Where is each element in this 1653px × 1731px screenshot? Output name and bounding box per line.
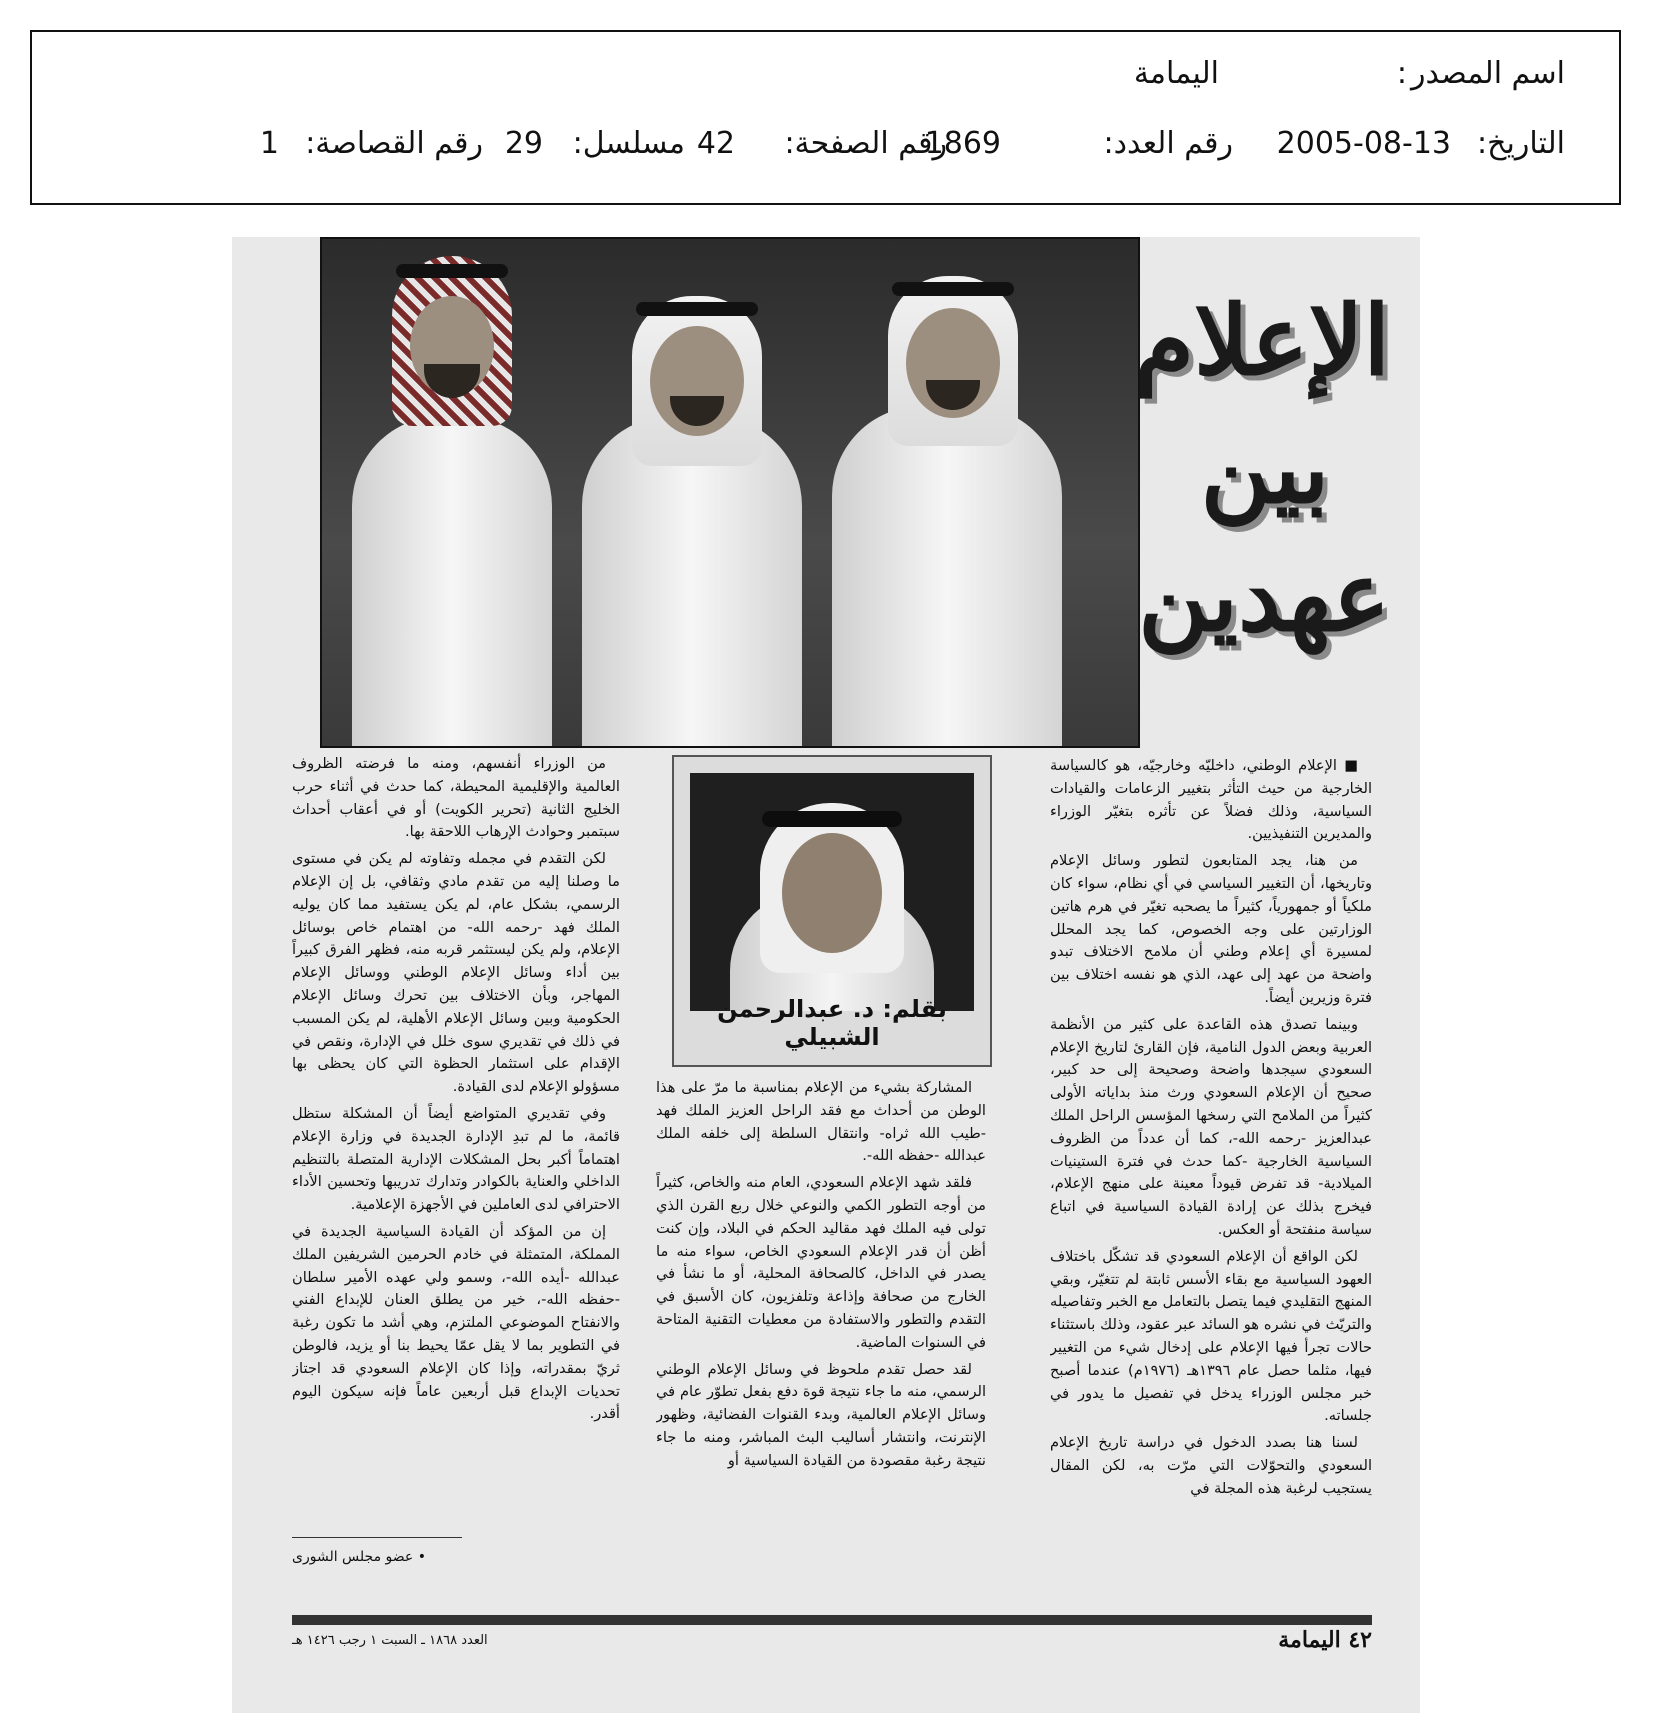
- article-paragraph: لكن الواقع أن الإعلام السعودي قد تشكّل باختلاف العهود السياسية مع بقاء الأسس ثابتة لم تتغيّر، وبقي المنهج التقليدي فيما يتصل بالتعامل مع الخبر وتفاصيله والتريّث في نشره هو السائد عبر عقود، وذلك باستثناء حالات تجرأ فيها الإعلام على إدخال شيء من التغيير فيها، مثلما حصل عام ١٣٩٦هـ (١٩٧٦م) عندما أصبح خبر مجلس الوزراء يدخل في تفصيل ما يدور في جلساته.: [1050, 1247, 1372, 1425]
- clip-label: رقم القصاصة:: [305, 126, 483, 161]
- article-paragraph: وبينما تصدق هذه القاعدة على كثير من الأنظمة العربية وبعض الدول النامية، فإن القارئ لتاريخ الإعلام السعودي سيجدها واضحة وصحيحة إلى حد كبير، صحيح أن الإعلام السعودي ورث منذ بداياته الأولى كثيراً من الملامح التي رسخها المؤسس الراحل الملك عبدالعزيز -رحمه الله-، كما أن عدداً من الظروف السياسية الخارجية -كما حدث في فترة الستينيات الميلادية- قد تفرض قيوداً معينة على منهج الإعلام، فيخرج بذلك عن إرادة القيادة السياسية في اتباع سياسة منفتحة أو العكس.: [1050, 1015, 1372, 1238]
- date-label: التاريخ:: [1477, 126, 1565, 161]
- author-box: [672, 755, 992, 1067]
- serial-label: مسلسل:: [572, 126, 685, 161]
- issue-label: رقم العدد:: [1103, 126, 1233, 161]
- photo-figure-left: [342, 246, 562, 746]
- author-byline: بقلم: د. عبدالرحمن الشبيلي: [717, 995, 947, 1051]
- article-paragraph: فلقد شهد الإعلام السعودي، العام منه والخاص، كثيراً من أوجه التطور الكمي والنوعي خلال ربع القرن الذي تولى فيه الملك فهد مقاليد الحكم في البلاد، وإن كنت أظن أن قدر الإعلام السعودي الخاص، سواء منه ما يصدر في الداخل، كالصحافة المحلية، أو ما نشأ في الخارج من صحافة وإذاعة وتلفزيون، كان الأسبق في التقدم والتطور والاستفادة من معطيات التقنية المتاحة في السنوات الماضية.: [656, 1174, 986, 1351]
- title-line-3: عهدين: [1138, 540, 1390, 653]
- issue-footer: العدد ١٨٦٨ ـ السبت ١ رجب ١٤٢٦ هـ: [292, 1633, 488, 1648]
- clip-value: 1: [259, 126, 279, 161]
- article-column-right: [1050, 755, 1372, 1605]
- group-photo: [320, 237, 1140, 748]
- article-paragraph: من الوزراء أنفسهم، ومنه ما فرضته الظروف العالمية والإقليمية المحيطة، كما حدث في أثناء حرب الخليج الثانية (تحرير الكويت) أو في أعقاب أحداث سبتمبر وحوادث الإرهاب اللاحقة بها.: [292, 755, 620, 841]
- article-column-left: [292, 753, 620, 1453]
- photo-figure-right: [822, 246, 1072, 746]
- page-label: رقم الصفحة:: [784, 126, 947, 161]
- photo-figure-middle: [572, 246, 812, 746]
- page-value: 42: [696, 126, 735, 161]
- article-paragraph: لسنا هنا بصدد الدخول في دراسة تاريخ الإعلام السعودي والتحوّلات التي مرّت به، لكن المقال يستجيب لرغبة هذه المجلة في: [1050, 1434, 1372, 1497]
- article-paragraph: وفي تقديري المتواضع أيضاً أن المشكلة ستظل قائمة، ما لم تبدِ الإدارة الجديدة في وزارة الإعلام اهتماماً أكبر بحل المشكلات الإدارية المتصلة بالتنظيم الداخلي والعناية بالكوادر وتدارك تدريبها وتحسين الأداء الاحترافي لدى العاملين في الأجهزة الإعلامية.: [292, 1104, 620, 1214]
- article-paragraph: المشاركة بشيء من الإعلام بمناسبة ما مرّ على هذا الوطن من أحداث مع فقد الراحل العزيز الملك فهد -طيب الله ثراه- وانتقال السلطة إلى خلفه الملك عبدالله -حفظه الله-.: [656, 1079, 986, 1165]
- issue-value: 1869: [924, 126, 1001, 161]
- page-footer: ٤٢ اليمامة: [1278, 1627, 1372, 1653]
- footnote-rule: [292, 1537, 462, 1538]
- source-label: اسم المصدر: [1410, 56, 1565, 91]
- title-line-1: الإعلام: [1134, 284, 1390, 397]
- article-paragraph: ■ الإعلام الوطني، داخليّه وخارجيّه، هو كالسياسة الخارجية من حيث التأثر بتغيير الزعامات والقيادات السياسية، وذلك فضلاً عن تأثره بتغيّر الوزراء والمديرين التنفيذيين.: [1050, 757, 1372, 843]
- article-paragraph: إن من المؤكد أن القيادة السياسية الجديدة في المملكة، المتمثلة في خادم الحرمين الشريفين الملك عبدالله -أيده الله-، وسمو ولي عهده الأمير سلطان -حفظه الله-، خير من يطلق العنان للإبداع الفني والانفتاح الموضوعي الملتزم، وهي أشد ما تكون رغبة في التطوير بما لا يقل عمّا يحيط بنا أو يزيد، فالوطن ثريّ بمقدراته، وإذا كان الإعلام السعودي قد اجتاز تحديات الإبداع قبل أربعين عاماً فإنه سيكون اليوم أقدر.: [292, 1222, 620, 1423]
- author-photo: [690, 773, 974, 1011]
- bottom-bar: [292, 1615, 1372, 1625]
- date-value: 2005-08-13: [1276, 126, 1451, 161]
- footnote: • عضو مجلس الشورى: [292, 1549, 426, 1565]
- article-paragraph: لكن التقدم في مجمله وتفاوته لم يكن في مستوى ما وصلنا إليه من تقدم مادي وثقافي، بل إن الإعلام الرسمي، بشكل عام، لم يكن يستفيد مما كان يوليه الملك فهد -رحمه الله- من اهتمام خاص بوسائل الإعلام، ولم يكن ليستثمر قربه منه، فظهر الفرق كبيراً بين أداء وسائل الإعلام الوطني ووسائل الإعلام المهاجر، وبأن الاختلاف بين تحرك وسائل الإعلام الحكومية وبين وسائل الإعلام الأهلية، لم يكن المسبب في ذلك في تقديري سوى خلل في الإدارة، ونقص في الإقدام على استثمار الحظوة التي كان يحظى بها مسؤولو الإعلام لدى القيادة.: [292, 850, 620, 1096]
- serial-value: 29: [504, 126, 543, 161]
- source-value: اليمامة: [1133, 56, 1219, 91]
- header-box: [30, 30, 1621, 205]
- article-paragraph: من هنا، يجد المتابعون لتطور وسائل الإعلام وتاريخها، أن التغيير السياسي في أي نظام، سواء كان ملكياً أو جمهورياً، كثيراً ما يصحبه تغيّر في هرم هاتين الوزارتين على وجه الخصوص، كما يجد المحلل لمسيرة أي إعلام وطني أن ملامح الاختلاف تبدو واضحة من عهد إلى عهد، الذي هو نفسه اختلاف بين فترة وزيرين أيضاً.: [1050, 852, 1372, 1006]
- newspaper-clipping: [232, 237, 1420, 1713]
- title-line-2: بين: [1200, 412, 1330, 525]
- article-column-middle: [656, 1077, 986, 1607]
- source-colon: :: [1396, 56, 1407, 91]
- article-paragraph: لقد حصل تقدم ملحوظ في وسائل الإعلام الوطني الرسمي، منه ما جاء نتيجة قوة دفع بفعل تطوّر عام في وسائل الإعلام العالمية، وبدء القنوات الفضائية، وظهور الإنترنت، وانتشار أساليب البث المباشر، ومنه ما جاء نتيجة رغبة مقصودة من القيادة السياسية أو: [656, 1360, 986, 1469]
- article-title: [1134, 277, 1390, 697]
